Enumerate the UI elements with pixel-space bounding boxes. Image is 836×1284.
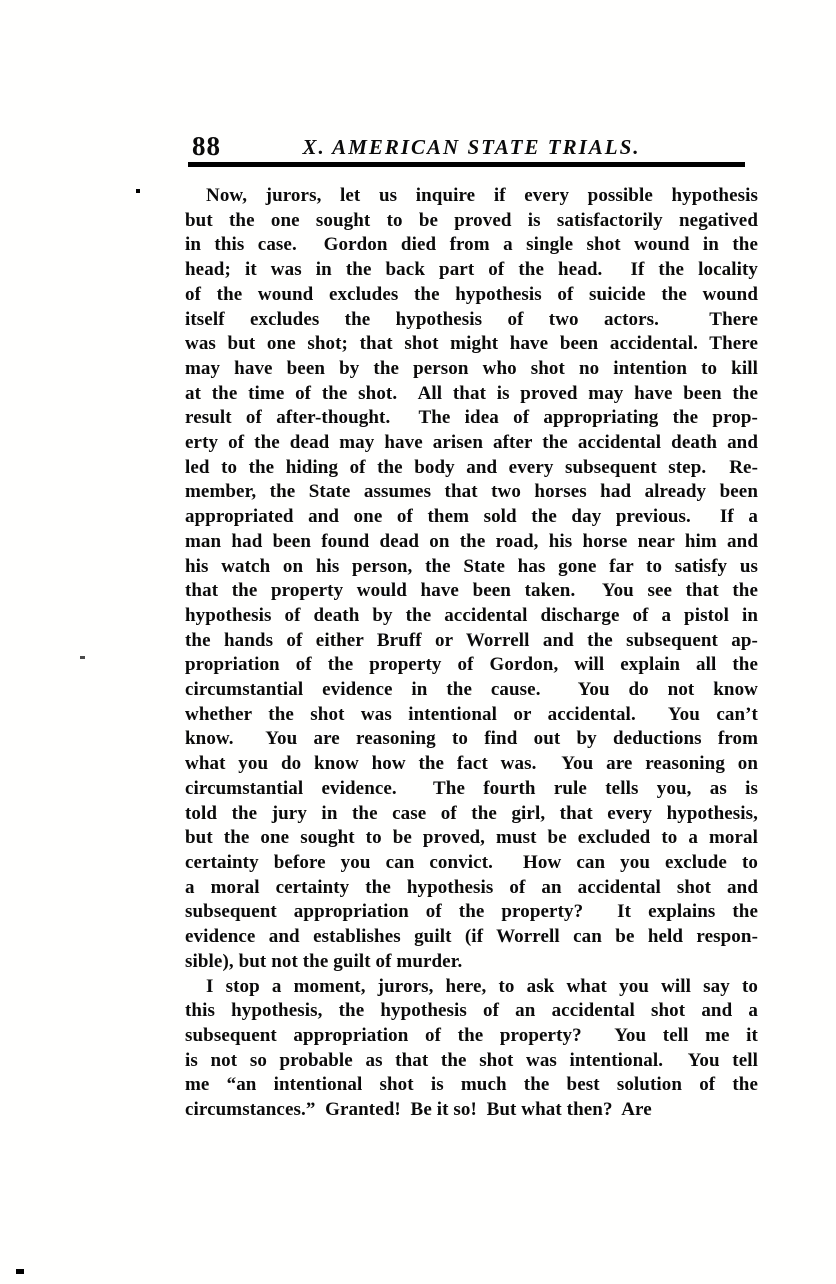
text-line: subsequent appropriation of the property? It explains the bbox=[185, 901, 758, 923]
text-line: result of after-thought. The idea of appropriating the prop- bbox=[185, 407, 758, 429]
text-line: the hands of either Bruff or Worrell and the subsequent ap- bbox=[185, 629, 758, 651]
text-line: in this case. Gordon died from a single shot wound in the bbox=[185, 234, 758, 256]
text-line: led to the hiding of the body and every subsequent step. Re- bbox=[185, 456, 758, 478]
text-line: head; it was in the back part of the head. If the locality bbox=[185, 259, 758, 281]
text-line: evidence and establishes guilt (if Worrell can be held respon- bbox=[185, 926, 758, 948]
text-line: told the jury in the case of the girl, that every hypothesis, bbox=[185, 802, 758, 824]
ink-speck bbox=[80, 656, 85, 659]
text-line: a moral certainty the hypothesis of an accidental shot and bbox=[185, 876, 758, 898]
text-line: may have been by the person who shot no intention to kill bbox=[185, 357, 758, 379]
text-line: itself excludes the hypothesis of two actors. There bbox=[185, 308, 758, 330]
paragraph bbox=[185, 184, 758, 975]
text-line: sible), but not the guilt of murder. bbox=[185, 950, 463, 972]
text-line: me “an intentional shot is much the best solution of the bbox=[185, 1074, 758, 1096]
header-rule bbox=[188, 162, 745, 167]
text-line: circumstances.” Granted! Be it so! But what then? Are bbox=[185, 1099, 652, 1121]
text-line: that the property would have been taken. You see that the bbox=[185, 580, 758, 602]
text-line: subsequent appropriation of the property? You tell me it bbox=[185, 1024, 758, 1046]
text-line: member, the State assumes that two horses had already been bbox=[185, 481, 758, 503]
text-line: know. You are reasoning to find out by deductions from bbox=[185, 728, 758, 750]
page-number: 88 bbox=[192, 131, 221, 161]
text-line: whether the shot was intentional or accidental. You can’t bbox=[185, 703, 758, 725]
text-line: what you do know how the fact was. You are reasoning on bbox=[185, 753, 758, 775]
text-line: circumstantial evidence in the cause. You do not know bbox=[185, 679, 758, 701]
text-line: is not so probable as that the shot was intentional. You tell bbox=[185, 1049, 758, 1071]
text-line: of the wound excludes the hypothesis of suicide the wound bbox=[185, 283, 758, 305]
text-line: this hypothesis, the hypothesis of an accidental shot and a bbox=[185, 1000, 758, 1022]
text-line: his watch on his person, the State has gone far to satisfy us bbox=[185, 555, 758, 577]
paragraph bbox=[185, 975, 758, 1123]
text-line: at the time of the shot. All that is proved may have been the bbox=[185, 382, 758, 404]
text-line: propriation of the property of Gordon, will explain all the bbox=[185, 654, 758, 676]
text-line: man had been found dead on the road, his horse near him and bbox=[185, 530, 758, 552]
running-head: X. AMERICAN STATE TRIALS. bbox=[302, 135, 641, 159]
text-line: but the one sought to be proved, must be excluded to a moral bbox=[185, 827, 758, 849]
text-line: but the one sought to be proved is satisfactorily negatived bbox=[185, 209, 758, 231]
text-line: circumstantial evidence. The fourth rule tells you, as is bbox=[185, 777, 758, 799]
text-line: certainty before you can convict. How can you exclude to bbox=[185, 851, 758, 873]
page-body bbox=[185, 184, 758, 1123]
text-line: I stop a moment, jurors, here, to ask what you will say to bbox=[206, 975, 758, 997]
ink-speck bbox=[136, 189, 140, 193]
text-line: Now, jurors, let us inquire if every possible hypothesis bbox=[206, 185, 758, 206]
text-line: erty of the dead may have arisen after the accidental death and bbox=[185, 432, 758, 454]
text-line: hypothesis of death by the accidental discharge of a pistol in bbox=[185, 604, 758, 626]
text-line: appropriated and one of them sold the day previous. If a bbox=[185, 506, 758, 528]
text-line: was but one shot; that shot might have been accidental. There bbox=[185, 333, 758, 355]
ink-speck bbox=[16, 1269, 24, 1274]
